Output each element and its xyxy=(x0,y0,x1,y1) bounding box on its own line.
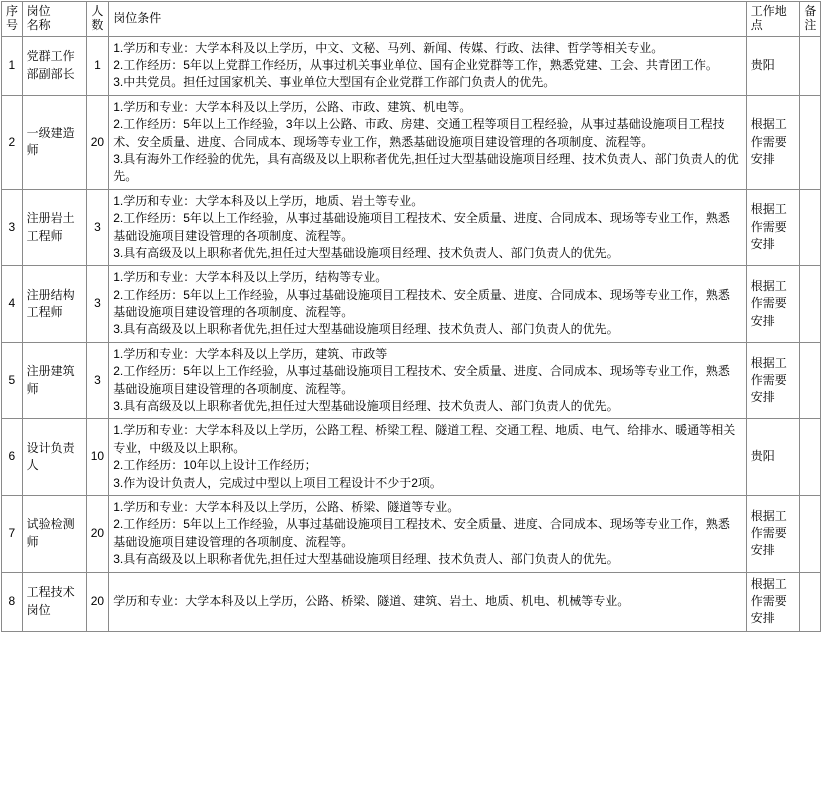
condition-line: 2.工作经历：5年以上工作经验，3年以上公路、市政、房建、交通工程等项目工程经验，从事过基础设施项目工程技术、安全质量、进度、合同成本、现场等专业工作，熟悉基础设施项目建设管理的各项制度、流程等。 xyxy=(113,117,725,149)
table-row xyxy=(2,36,821,95)
cell-seq: 6 xyxy=(2,419,23,496)
cell-job-title: 注册岩土工程师 xyxy=(22,189,86,266)
cell-headcount: 10 xyxy=(86,419,109,496)
condition-line: 1.学历和专业：大学本科及以上学历，中文、文秘、马列、新闻、传媒、行政、法律、哲学等相关专业。 xyxy=(113,40,664,55)
cell-seq: 2 xyxy=(2,95,23,189)
condition-line: 3.具有海外工作经验的优先，具有高级及以上职称者优先,担任过大型基础设施项目经理、技术负责人、部门负责人的优先。 xyxy=(113,151,739,184)
cell-job-title: 工程技术岗位 xyxy=(22,572,86,631)
cell-conditions xyxy=(109,342,746,419)
table-header xyxy=(2,2,821,37)
table-row xyxy=(2,342,821,419)
table-row xyxy=(2,189,821,266)
cell-conditions xyxy=(109,95,746,189)
condition-line: 2.工作经历：5年以上党群工作经历，从事过机关事业单位、国有企业党群等工作，熟悉党建、工会、共青团工作。 xyxy=(113,57,718,72)
table-row xyxy=(2,419,821,496)
cell-conditions xyxy=(109,36,746,95)
condition-line: 2.工作经历：5年以上工作经验，从事过基础设施项目工程技术、安全质量、进度、合同成本、现场等专业工作，熟悉基础设施项目建设管理的各项制度、流程等。 xyxy=(113,211,730,243)
cell-work-location: 根据工作需要安排 xyxy=(746,572,800,631)
column-header-count xyxy=(86,2,109,37)
condition-line: 2.工作经历：5年以上工作经验，从事过基础设施项目工程技术、安全质量、进度、合同成本、现场等专业工作，熟悉基础设施项目建设管理的各项制度、流程等。 xyxy=(113,364,730,396)
cell-conditions xyxy=(109,495,746,572)
cell-seq: 4 xyxy=(2,266,23,343)
cell-job-title: 一级建造师 xyxy=(22,95,86,189)
column-header-condition xyxy=(109,2,746,37)
table-row xyxy=(2,95,821,189)
column-header-title xyxy=(22,2,86,37)
cell-job-title: 注册建筑师 xyxy=(22,342,86,419)
cell-work-location: 根据工作需要安排 xyxy=(746,342,800,419)
column-header-title-line1: 岗位 xyxy=(26,4,51,18)
cell-remark xyxy=(800,36,821,95)
table-row xyxy=(2,495,821,572)
condition-line: 1.学历和专业：大学本科及以上学历，地质、岩土等专业。 xyxy=(113,193,424,208)
cell-conditions xyxy=(109,572,746,631)
column-header-place xyxy=(746,2,800,37)
column-header-count-line2: 数 xyxy=(91,17,104,32)
cell-seq: 1 xyxy=(2,36,23,95)
condition-line: 2.工作经历：5年以上工作经验，从事过基础设施项目工程技术、安全质量、进度、合同成本、现场等专业工作，熟悉基础设施项目建设管理的各项制度、流程等。 xyxy=(113,287,730,320)
cell-job-title: 党群工作部副部长 xyxy=(22,36,86,95)
cell-headcount: 3 xyxy=(86,342,109,419)
table-body xyxy=(2,36,821,631)
table-header-row xyxy=(2,2,821,37)
cell-headcount: 20 xyxy=(86,95,109,189)
cell-headcount: 3 xyxy=(86,266,109,343)
column-header-remark-line1: 备 xyxy=(804,4,817,18)
column-header-condition-line1: 岗位条件 xyxy=(113,10,162,25)
cell-work-location: 根据工作需要安排 xyxy=(746,189,800,266)
column-header-remark xyxy=(800,2,821,37)
condition-line: 3.具有高级及以上职称者优先,担任过大型基础设施项目经理、技术负责人、部门负责人的优先。 xyxy=(113,322,619,337)
cell-remark xyxy=(800,342,821,419)
cell-job-title: 试验检测师 xyxy=(22,495,86,572)
condition-line: 2.工作经历：5年以上工作经验，从事过基础设施项目工程技术、安全质量、进度、合同成本、现场等专业工作，熟悉基础设施项目建设管理的各项制度、流程等。 xyxy=(113,517,730,549)
condition-line: 3.具有高级及以上职称者优先,担任过大型基础设施项目经理、技术负责人、部门负责人的优先。 xyxy=(113,552,619,567)
cell-job-title: 设计负责人 xyxy=(22,419,86,496)
cell-remark xyxy=(800,419,821,496)
condition-line: 3.具有高级及以上职称者优先,担任过大型基础设施项目经理、技术负责人、部门负责人的优先。 xyxy=(113,399,619,414)
cell-remark xyxy=(800,189,821,266)
table-row xyxy=(2,266,821,343)
column-header-remark-line2: 注 xyxy=(804,17,817,32)
cell-headcount: 1 xyxy=(86,36,109,95)
condition-line: 学历和专业：大学本科及以上学历，公路、桥梁、隧道、建筑、岩土、地质、机电、机械等专业。 xyxy=(113,593,630,608)
condition-line: 3.中共党员。担任过国家机关、事业单位大型国有企业党群工作部门负责人的优先。 xyxy=(113,75,556,90)
cell-headcount: 3 xyxy=(86,189,109,266)
cell-headcount: 20 xyxy=(86,572,109,631)
job-requirements-table xyxy=(1,1,821,632)
column-header-place-line1: 工作地点 xyxy=(750,4,787,32)
condition-line: 1.学历和专业：大学本科及以上学历，公路工程、桥梁工程、隧道工程、交通工程、地质、电气、给排水、暖通等相关专业，中级及以上职称。 xyxy=(113,423,736,455)
cell-conditions xyxy=(109,189,746,266)
cell-headcount: 20 xyxy=(86,495,109,572)
cell-job-title: 注册结构工程师 xyxy=(22,266,86,343)
cell-work-location: 贵阳 xyxy=(746,419,800,496)
condition-line: 1.学历和专业：大学本科及以上学历，公路、桥梁、隧道等专业。 xyxy=(113,499,460,514)
cell-remark xyxy=(800,572,821,631)
condition-line: 2.工作经历：10年以上设计工作经历； xyxy=(113,458,317,473)
cell-seq: 5 xyxy=(2,342,23,419)
cell-work-location: 根据工作需要安排 xyxy=(746,95,800,189)
cell-seq: 7 xyxy=(2,495,23,572)
cell-conditions xyxy=(109,266,746,343)
cell-seq: 3 xyxy=(2,189,23,266)
condition-line: 1.学历和专业：大学本科及以上学历，建筑、市政等 xyxy=(113,346,388,361)
cell-seq: 8 xyxy=(2,572,23,631)
cell-work-location: 根据工作需要安排 xyxy=(746,495,800,572)
cell-conditions xyxy=(109,419,746,496)
condition-line: 3.具有高级及以上职称者优先,担任过大型基础设施项目经理、技术负责人、部门负责人的优先。 xyxy=(113,245,619,260)
cell-work-location: 贵阳 xyxy=(746,36,800,95)
cell-remark xyxy=(800,95,821,189)
column-header-seq-line1: 序 xyxy=(6,4,19,18)
table-row xyxy=(2,572,821,631)
column-header-count-line1: 人 xyxy=(91,4,104,18)
column-header-title-line2: 名称 xyxy=(26,17,51,32)
cell-work-location: 根据工作需要安排 xyxy=(746,266,800,343)
column-header-seq xyxy=(2,2,23,37)
condition-line: 1.学历和专业：大学本科及以上学历，公路、市政、建筑、机电等。 xyxy=(113,99,472,114)
column-header-seq-line2: 号 xyxy=(6,17,19,32)
cell-remark xyxy=(800,495,821,572)
condition-line: 3.作为设计负责人，完成过中型以上项目工程设计不少于2项。 xyxy=(113,475,442,490)
condition-line: 1.学历和专业：大学本科及以上学历，结构等专业。 xyxy=(113,270,388,285)
cell-remark xyxy=(800,266,821,343)
